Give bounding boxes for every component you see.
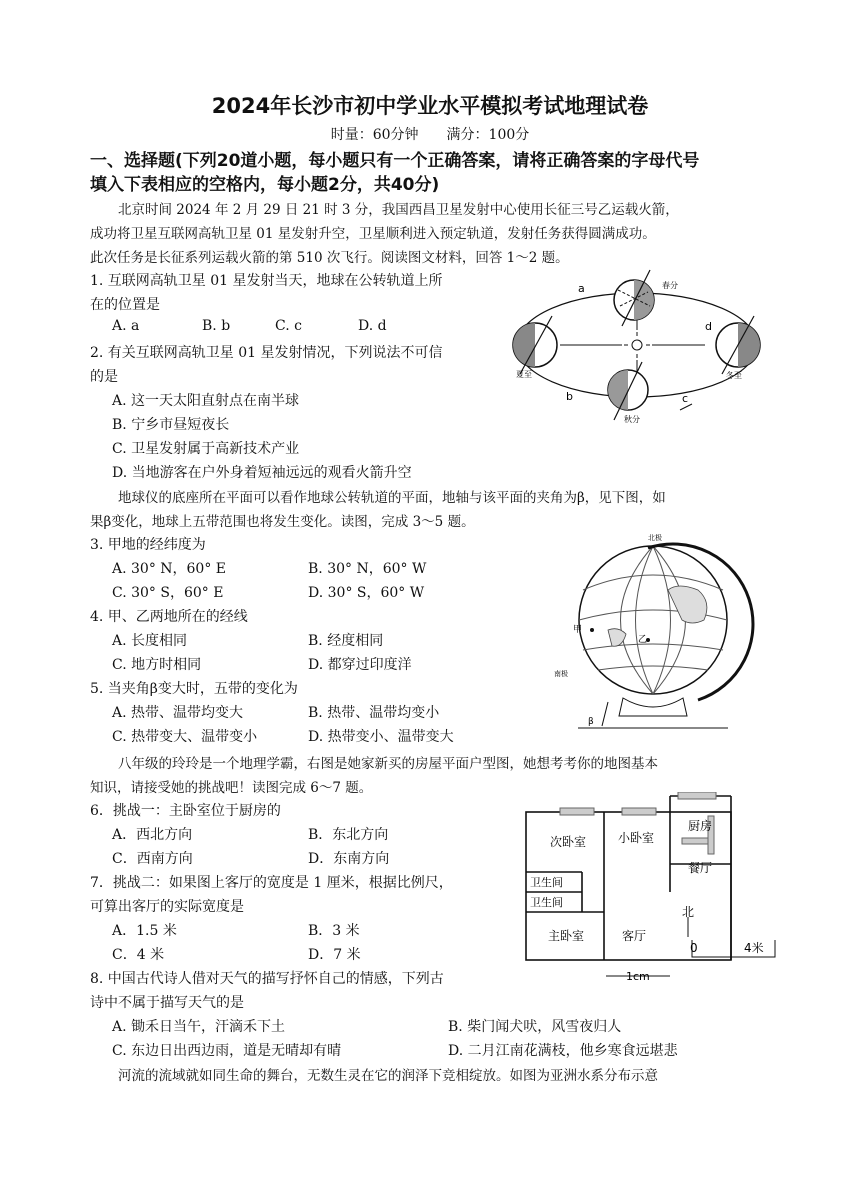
globe-label-jia: 甲: [573, 625, 583, 635]
page-title: 2024年长沙市初中学业水平模拟考试地理试卷: [211, 94, 649, 118]
q1-option-d: D. d: [358, 318, 387, 334]
north-label: 北: [682, 905, 695, 919]
globe-diagram: [548, 530, 770, 730]
globe-label-yi: 乙: [638, 635, 648, 645]
q8-stem-line2: 诗中不属于描写天气的是: [90, 995, 244, 1011]
earth-autumn: [608, 362, 648, 420]
floor-plan-diagram: [522, 792, 782, 984]
q5-option-b: B. 热带、温带均变小: [308, 705, 440, 721]
room-living-room: 客厅: [622, 929, 647, 943]
q5-option-d: D. 热带变小、温带变大: [308, 729, 454, 745]
section-heading-line1: 一、选择题(下列20道小题，每小题只有一个正确答案，请将正确答案的字母代号: [90, 151, 700, 171]
orbit-label-summer: 夏至: [516, 370, 532, 379]
q4-option-c: C. 地方时相同: [112, 657, 202, 673]
intro3-line1: 八年级的玲玲是一个地理学霸，右图是她家新买的房屋平面户型图，她想考考你的地图基本: [118, 756, 658, 772]
q7-option-a: A．1.5 米: [112, 923, 177, 939]
q4-option-d: D. 都穿过印度洋: [308, 657, 412, 673]
globe-label-north-pole: 北极: [648, 534, 662, 542]
room-bathroom-1: 卫生间: [530, 876, 563, 889]
orbit-label-a: a: [578, 282, 585, 295]
sun-icon: [624, 332, 650, 358]
earth-summer: [513, 316, 557, 374]
intro2-line1: 地球仪的底座所在平面可以看作地球公转轨道的平面，地轴与该平面的夹角为β，见下图，如: [118, 490, 666, 506]
q8-option-b: B. 柴门闻犬吠，风雪夜归人: [448, 1019, 622, 1035]
q7-option-d: D．7 米: [308, 947, 361, 963]
q7-stem-line1: 7．挑战二：如果图上客厅的宽度是 1 厘米，根据比例尺，: [90, 875, 453, 891]
q4-option-a: A. 长度相同: [112, 633, 188, 649]
q3-option-a: A. 30° N，60° E: [112, 561, 227, 577]
scale-four-meters: 4米: [744, 941, 764, 955]
orbit-label-winter: 冬至: [726, 371, 742, 380]
q4-stem: 4. 甲、乙两地所在的经线: [90, 609, 248, 625]
q3-stem: 3. 甲地的经纬度为: [90, 537, 206, 553]
q1-stem-line1: 1. 互联网高轨卫星 01 星发射当天，地球在公转轨道上所: [90, 273, 443, 289]
q5-option-a: A. 热带、温带均变大: [112, 705, 244, 721]
q1-option-c: C. c: [275, 318, 302, 334]
q6-option-a: A．西北方向: [112, 827, 193, 843]
q6-option-d: D．东南方向: [308, 851, 390, 867]
orbit-label-c: c: [682, 392, 689, 405]
q6-option-b: B．东北方向: [308, 827, 389, 843]
q8-option-d: D. 二月江南花满枝，他乡寒食远堪悲: [448, 1043, 678, 1059]
intro1-line3: 此次任务是长征系列运载火箭的第 510 次飞行。阅读图文材料，回答 1～2 题。: [90, 250, 569, 266]
earth-spring: [614, 270, 654, 326]
room-bathroom-2: 卫生间: [530, 896, 563, 909]
globe-label-south-pole: 南极: [554, 670, 568, 678]
room-small-bedroom: 小卧室: [618, 831, 655, 845]
q8-option-a: A. 锄禾日当午，汗滴禾下土: [112, 1019, 286, 1035]
q2-option-b: B. 宁乡市昼短夜长: [112, 417, 230, 433]
intro1-line1: 北京时间 2024 年 2 月 29 日 21 时 3 分，我国西昌卫星发射中心使用长征三号乙运载火箭，: [118, 202, 679, 218]
room-kitchen: 厨房: [688, 819, 713, 833]
intro2-line2: 果β变化，地球上五带范围也将发生变化。读图，完成 3～5 题。: [90, 514, 475, 530]
q2-option-a: A. 这一天太阳直射点在南半球: [112, 393, 300, 409]
room-second-bedroom: 次卧室: [550, 835, 587, 849]
orbit-label-b: b: [566, 390, 573, 403]
q5-stem: 5. 当夹角β变大时，五带的变化为: [90, 681, 298, 697]
intro1-line2: 成功将卫星互联网高轨卫星 01 星发射升空，卫星顺利进入预定轨道，发射任务获得圆满成功。: [90, 226, 656, 242]
intro4-line: 河流的流域就如同生命的舞台，无数生灵在它的润泽下竞相绽放。如图为亚洲水系分布示意: [118, 1068, 658, 1084]
q4-option-b: B. 经度相同: [308, 633, 384, 649]
q1-option-a: A. a: [112, 318, 140, 334]
intro3-line2: 知识，请接受她的挑战吧！读图完成 6～7 题。: [90, 780, 373, 796]
orbit-label-autumn: 秋分: [624, 415, 640, 424]
q1-stem-line2: 在的位置是: [90, 297, 160, 313]
orbit-label-d: d: [705, 320, 712, 333]
globe-label-beta: β: [588, 717, 594, 727]
q6-option-c: C．西南方向: [112, 851, 193, 867]
orbit-label-spring: 春分: [662, 281, 678, 290]
q3-option-d: D. 30° S，60° W: [308, 585, 425, 601]
q3-option-c: C. 30° S，60° E: [112, 585, 224, 601]
q2-option-c: C. 卫星发射属于高新技术产业: [112, 441, 300, 457]
q8-option-c: C. 东边日出西边雨，道是无晴却有晴: [112, 1043, 342, 1059]
q2-stem-line2: 的是: [90, 369, 118, 385]
q7-stem-line2: 可算出客厅的实际宽度是: [90, 899, 244, 915]
scale-1cm: 1cm: [626, 970, 650, 983]
q7-option-b: B．3 米: [308, 923, 360, 939]
earth-winter: [716, 316, 760, 374]
q8-stem-line1: 8. 中国古代诗人借对天气的描写抒怀自己的情感，下列古: [90, 971, 444, 987]
q3-option-b: B. 30° N，60° W: [308, 561, 427, 577]
room-master-bedroom: 主卧室: [548, 929, 585, 943]
scale-zero: 0: [690, 941, 698, 955]
q1-option-b: B. b: [202, 318, 231, 334]
q2-option-d: D. 当地游客在户外身着短袖远远的观看火箭升空: [112, 465, 412, 481]
q2-stem-line1: 2. 有关互联网高轨卫星 01 星发射情况，下列说法不可信: [90, 345, 443, 361]
q6-stem: 6．挑战一：主卧室位于厨房的: [90, 803, 281, 819]
exam-info: 时量：60分钟 满分：100分: [330, 127, 530, 143]
q7-option-c: C．4 米: [112, 947, 165, 963]
q5-option-c: C. 热带变大、温带变小: [112, 729, 258, 745]
section-heading-line2: 填入下表相应的空格内，每小题2分，共40分): [90, 175, 440, 195]
earth-orbit-diagram: [500, 262, 775, 432]
room-dining: 餐厅: [688, 861, 713, 875]
